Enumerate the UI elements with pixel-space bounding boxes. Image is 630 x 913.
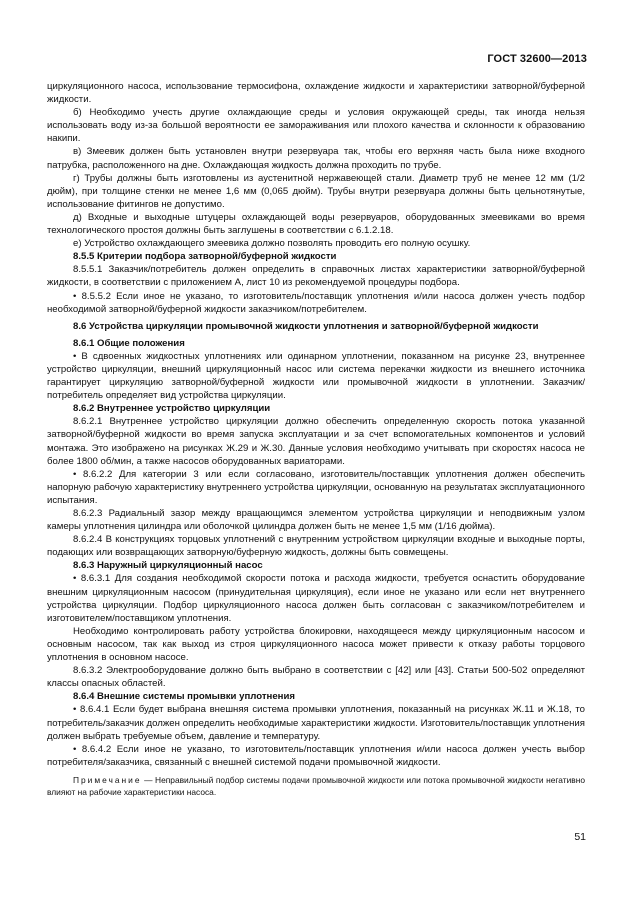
paragraph: • 8.6.4.1 Если будет выбрана внешняя система промывки уплотнения, показанный на рисунках Ж.11 и Ж.18, то потребитель/заказчик должен определить необходимые характеристики жидкости. Изготовитель/поставщик уплотнения должен выбрать требуемые объем, давление и температуру.: [47, 704, 585, 742]
list-item: в) Змеевик должен быть установлен внутри резервуара так, чтобы его верхняя часть была ниже входного патрубка, расположенного на дне. Охлаждающая жидкость должна проходить по трубе.: [47, 146, 585, 171]
section-heading-8-6: 8.6 Устройства циркуляции промывочной жидкости уплотнения и затворной/буферной жидкости: [73, 320, 539, 332]
page-number: 51: [574, 831, 586, 843]
paragraph: • 8.6.4.2 Если иное не указано, то изготовитель/поставщик уплотнения и/или насоса должен учесть выбор потребителя/заказчика, связанный с внешней системой подачи промывочной жидкости.: [47, 743, 585, 768]
paragraph: циркуляционного насоса, использование термосифона, охлаждение жидкости и характеристики затворной/буферной жидкости.: [47, 81, 585, 106]
list-item: б) Необходимо учесть другие охлаждающие среды и условия окружающей среды, так иногда нельзя использовать воду из-за большой вероятности ее замораживания или плохого качества и склонности к образованию накипи.: [47, 107, 585, 145]
section-heading-8-6-4: 8.6.4 Внешние системы промывки уплотнения: [73, 691, 295, 703]
note-label: Примечание: [73, 774, 142, 785]
section-heading-8-5-5: 8.5.5 Критерии подбора затворной/буферной жидкости: [73, 251, 337, 263]
paragraph: 8.6.2.4 В конструкциях торцовых уплотнений с внутренним устройством циркуляции входные и выходные порты, подающих или возвращающих затворную/буферную жидкость, должны быть совмещены.: [47, 534, 585, 559]
paragraph: • 8.5.5.2 Если иное не указано, то изготовитель/поставщик уплотнения и/или насоса должен учесть подбор необходимой затворной/буферной жидкости заказчиком/потребителем.: [47, 290, 585, 315]
document-body: [47, 80, 585, 798]
paragraph: • 8.6.2.2 Для категории 3 или если согласовано, изготовитель/поставщик уплотнения должен обеспечить напорную рабочую характеристику внутреннего устройства циркуляции, основанную на результатах эксплуатационного испытания.: [47, 468, 585, 506]
section-heading-8-6-1: 8.6.1 Общие положения: [73, 337, 185, 349]
paragraph: 8.6.3.2 Электрооборудование должно быть выбрано в соответствии с [42] или [43]. Статьи 500-502 определяют классы опасных областей.: [47, 665, 585, 690]
list-item: д) Входные и выходные штуцеры охлаждающей воды резервуаров, оборудованных змеевиками во время технологического простоя должны быть заглушены в соответствии с 6.1.2.18.: [47, 211, 585, 237]
section-heading-8-6-3: 8.6.3 Наружный циркуляционный насос: [73, 560, 263, 572]
paragraph: 8.6.2.1 Внутреннее устройство циркуляции должно обеспечить определенную скорость потока указанной затворной/буферной жидкости во время запуска эксплуатации и за счет вспомогательных компонентов и условий монтажа. Это изображено на рисунках Ж.29 и Ж.30. Данные условия необходимо учитывать при скоростях насоса не более 1800 об/мин, а также насосов оборудованных вариаторами.: [47, 416, 585, 467]
paragraph: • В сдвоенных жидкостных уплотнениях или одинарном уплотнении, показанном на рисунке 23, внутреннее устройство циркуляции, внешний циркуляционный насос или система перекачки жидкости из внешнего источника гарантирует циркуляцию затворной/буферной жидкости или промывочной жидкости в уплотнении. Заказчик/потребитель определяет вид устройства циркуляции.: [47, 350, 585, 402]
list-item: г) Трубы должны быть изготовлены из аустенитной нержавеющей стали. Диаметр труб не менее 12 мм (1/2 дюйм), при толщине стенки не менее 1,6 мм (0,065 дюйм). Трубы внутри резервуара должны быть цельнотянутые, использование фитингов не допустимо.: [47, 172, 585, 210]
paragraph: • 8.6.3.1 Для создания необходимой скорости потока и расхода жидкости, требуется оснастить оборудование внешним циркуляционным насосом (принудительная циркуляция), если иное не указано или если нет внутреннего устройства циркуляции. Подбор циркуляционного насоса должен быть согласован с заказчиком/потребителем и изготовителем/поставщиком уплотнения.: [47, 573, 585, 624]
paragraph: Необходимо контролировать работу устройства блокировки, находящееся между циркуляционным насосом и основным насосом, так как выход из строя циркуляционного насоса может привести к отказу работы торцового уплотнения в основном насосе.: [47, 625, 585, 664]
section-heading-8-6-2: 8.6.2 Внутреннее устройство циркуляции: [73, 403, 271, 415]
note: [47, 774, 585, 798]
standard-header: ГОСТ 32600—2013: [487, 53, 587, 65]
list-item: е) Устройство охлаждающего змеевика должно позволять проводить его полную осушку.: [73, 238, 471, 250]
note-text: — Неправильный подбор системы подачи промывочной жидкости или потока промывочной жидкости негативно влияют на рабочие характеристики насоса.: [47, 774, 585, 797]
paragraph: 8.6.2.3 Радиальный зазор между вращающимся элементом устройства циркуляции и неподвижным узлом камеры уплотнения цилиндра или оболочкой цилиндра должен быть не менее 1,5 мм (1/16 дюйма).: [47, 508, 585, 533]
paragraph: 8.5.5.1 Заказчик/потребитель должен определить в справочных листах характеристики затворной/буферной жидкости, в соответствии с приложением А, лист 10 из рекомендуемой процедуры подбора.: [47, 264, 585, 289]
